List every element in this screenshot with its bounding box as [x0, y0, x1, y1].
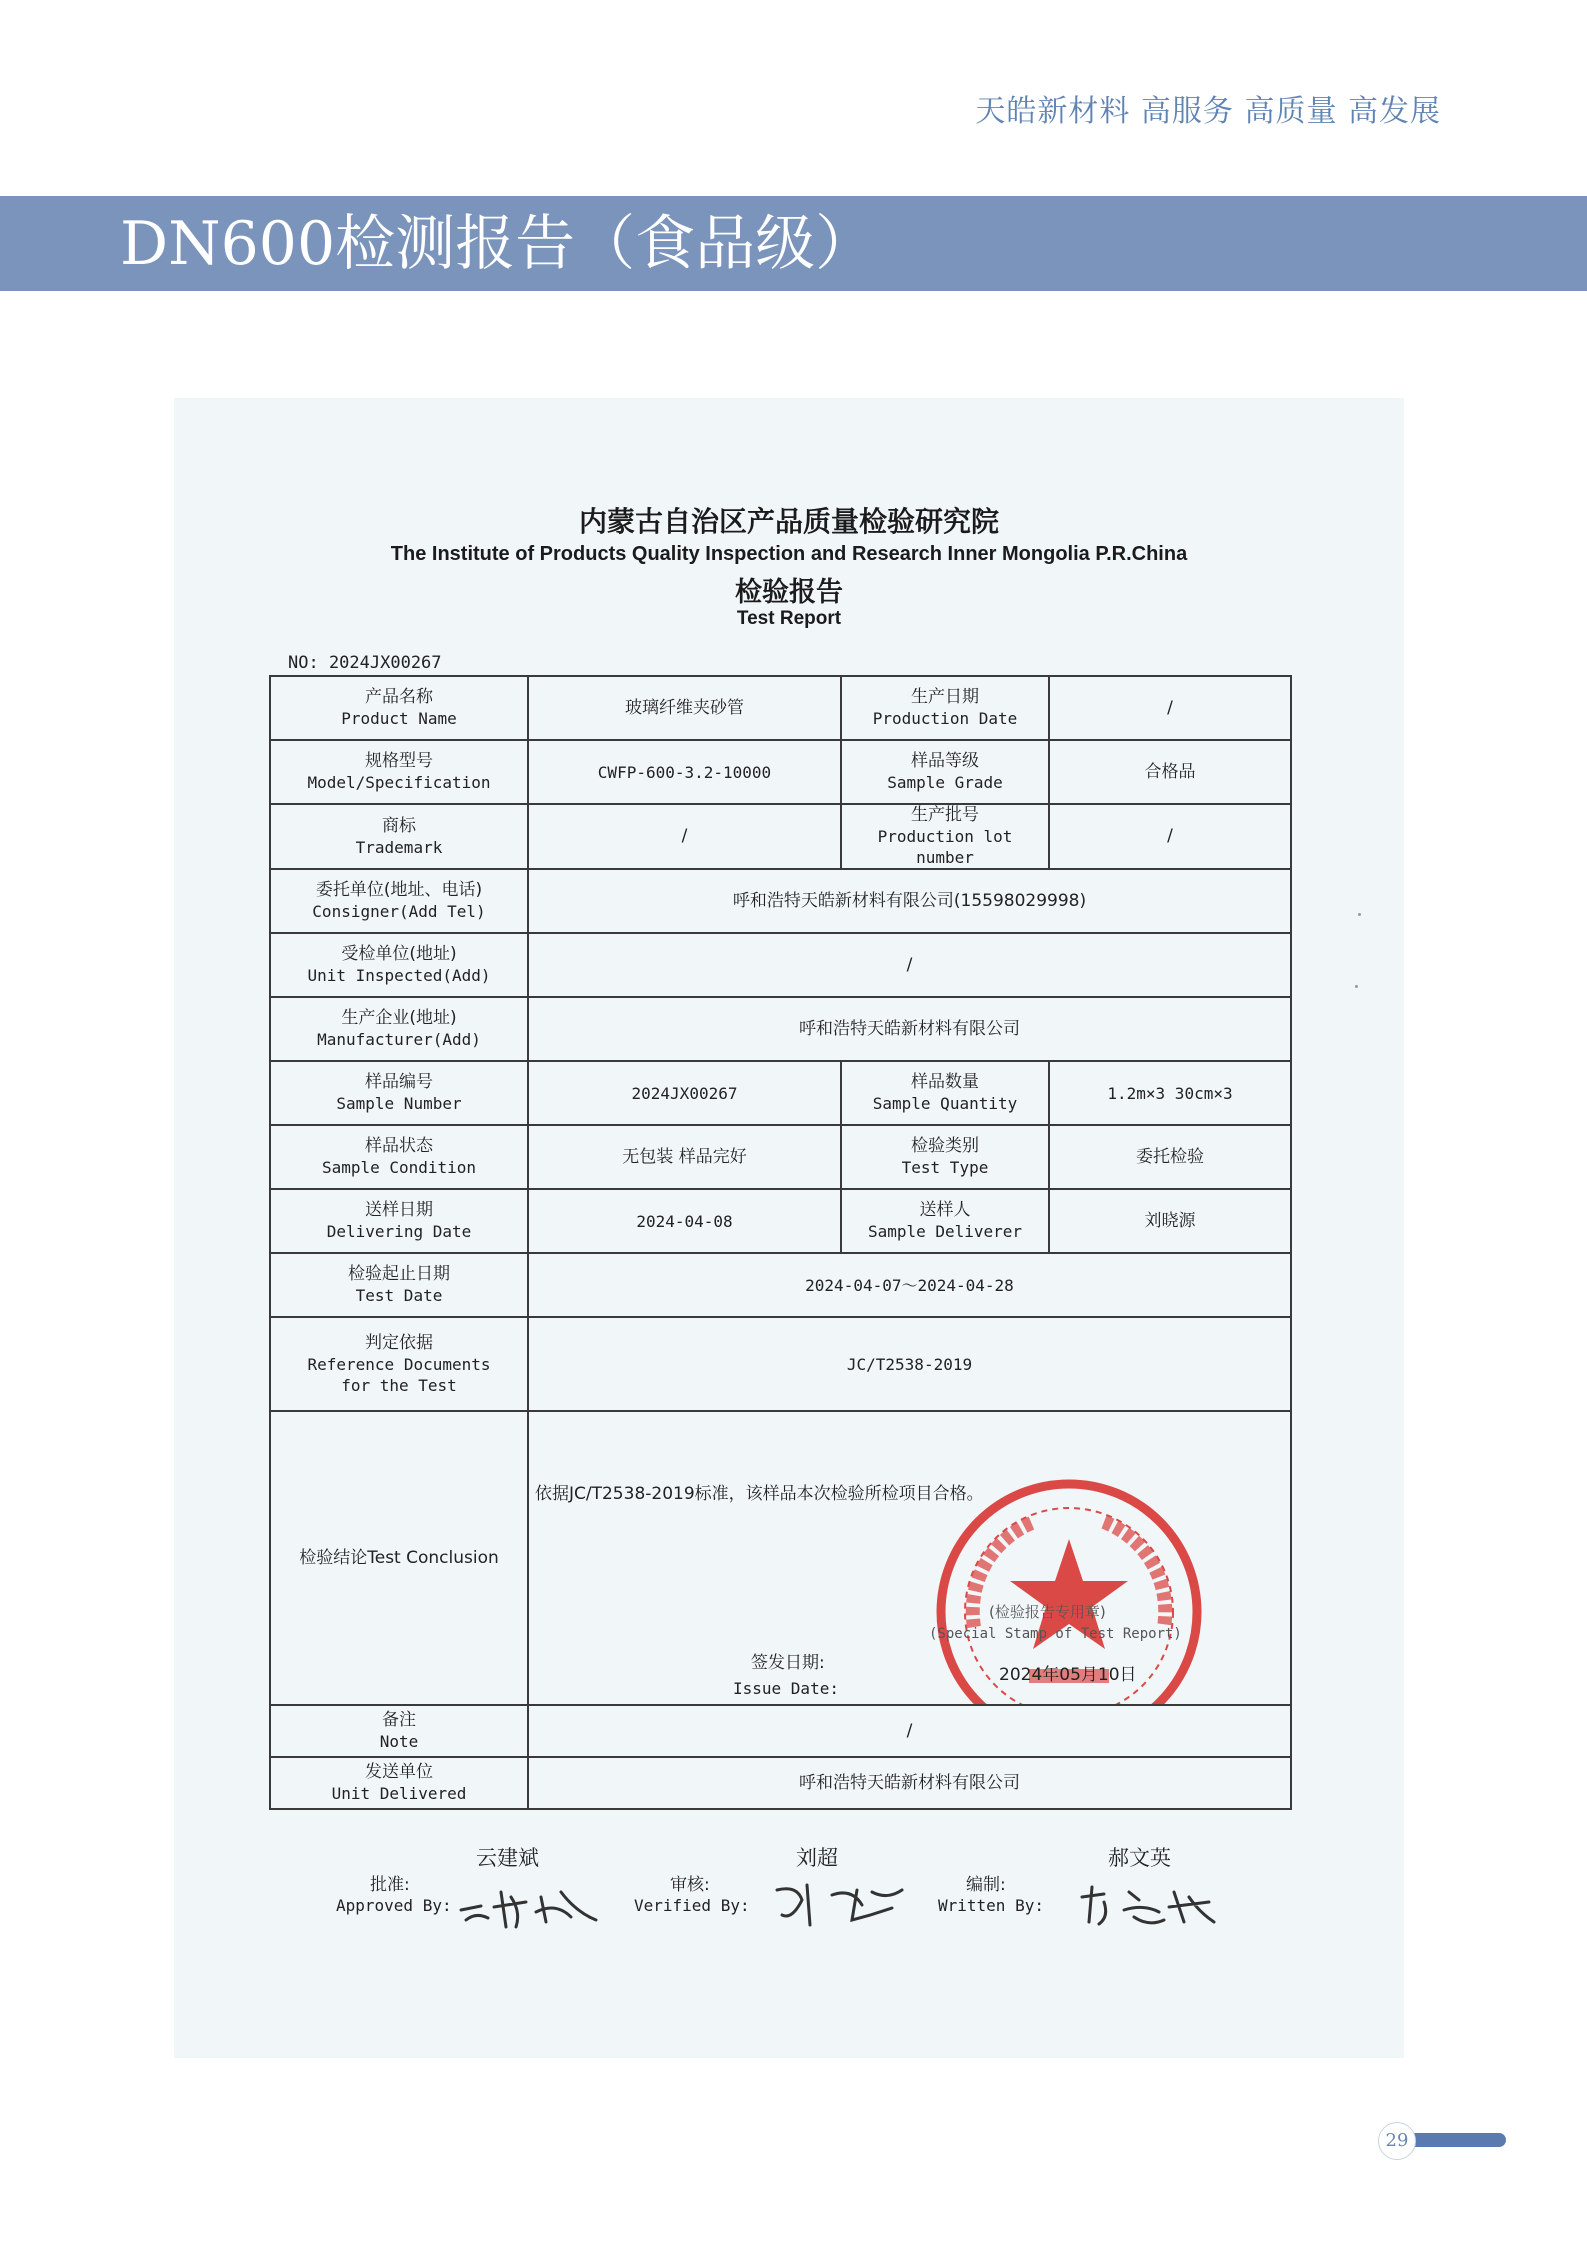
- issue-date-label-en: Issue Date:: [733, 1679, 839, 1698]
- lot-number-value: /: [1049, 804, 1291, 869]
- table-row: [270, 933, 1291, 997]
- delivering-date-value: 2024-04-08: [528, 1189, 841, 1253]
- sample-grade-value: 合格品: [1049, 740, 1291, 804]
- label-cn: 送样日期: [365, 1200, 433, 1220]
- sample-deliverer-value: 刘晓源: [1049, 1189, 1291, 1253]
- unit-delivered-value: 呼和浩特天皓新材料有限公司: [528, 1757, 1291, 1809]
- label-cn: 备注: [382, 1710, 416, 1730]
- verifier-signature: [772, 1870, 922, 1930]
- trademark-value: /: [528, 804, 841, 869]
- table-row: [270, 676, 1291, 740]
- label-en: Sample Quantity: [872, 1094, 1018, 1113]
- label-en: Trademark: [355, 837, 443, 857]
- label-en: Product Name: [341, 709, 457, 728]
- reference-value: JC/T2538-2019: [528, 1317, 1291, 1411]
- label-en: Sample Grade: [887, 773, 1003, 792]
- label-cn: 生产企业(地址): [341, 1008, 457, 1028]
- label-en: Note: [379, 1732, 419, 1751]
- label-en: for the Test: [341, 1375, 457, 1395]
- written-label-en: Written By:: [938, 1896, 1044, 1915]
- slogan: 天皓新材料 高服务 高质量 高发展: [975, 94, 1441, 129]
- label-cn: 送样人: [919, 1200, 971, 1220]
- note-value: /: [528, 1705, 1291, 1757]
- label-cn: 样品数量: [911, 1072, 979, 1092]
- scan-speck: [1355, 985, 1358, 988]
- table-row: [270, 869, 1291, 933]
- verifier-name: 刘超: [796, 1846, 838, 1870]
- writer-name: 郝文英: [1108, 1846, 1171, 1870]
- verified-label-cn: 审核:: [670, 1875, 710, 1895]
- label-cn: 规格型号: [365, 751, 433, 771]
- label-en: Reference Documents: [307, 1354, 491, 1374]
- table-row: [270, 1125, 1291, 1189]
- label-cn: 生产批号: [911, 805, 979, 825]
- label-cn: 发送单位: [365, 1762, 433, 1782]
- table-row: [270, 997, 1291, 1061]
- page-indicator: [1378, 2122, 1512, 2162]
- report-title-en: Test Report: [736, 608, 842, 629]
- production-date-value: /: [1049, 676, 1291, 740]
- issue-date-label-cn: 签发日期:: [751, 1653, 825, 1673]
- page-title: DN600检测报告（食品级）: [120, 209, 876, 279]
- label-en: Production lot number: [877, 827, 1013, 867]
- institute-name-cn: 内蒙古自治区产品质量检验研究院: [578, 505, 999, 538]
- scan-speck: [1358, 913, 1361, 916]
- label-cn: 样品状态: [365, 1136, 433, 1156]
- label-en: Sample Number: [336, 1094, 462, 1113]
- table-row: [270, 1411, 1291, 1705]
- issue-date-value: 2024年05月10日: [999, 1665, 1137, 1685]
- conclusion-text: 依据JC/T2538-2019标准，该样品本次检验所检项目合格。: [535, 1484, 984, 1504]
- approver-name: 云建斌: [476, 1846, 539, 1870]
- table-row: [270, 804, 1291, 869]
- label-cn: 判定依据: [365, 1332, 433, 1353]
- label-cn: 委托单位(地址、电话): [315, 880, 483, 900]
- approver-signature: [456, 1872, 606, 1932]
- label-cn: 商标: [382, 815, 416, 836]
- label-en: Delivering Date: [326, 1222, 472, 1241]
- label-en: Test Type: [901, 1158, 989, 1177]
- sample-quantity-value: 1.2m×3 30cm×3: [1049, 1061, 1291, 1125]
- label-en: Consigner(Add Tel): [312, 902, 486, 921]
- table-row: [270, 1189, 1291, 1253]
- table-row: [270, 1705, 1291, 1757]
- label-en: Unit Delivered: [331, 1784, 467, 1803]
- test-type-value: 委托检验: [1049, 1125, 1291, 1189]
- institute-name-en: The Institute of Products Quality Inspection and Research Inner Mongolia P.R.China: [390, 543, 1188, 565]
- test-date-value: 2024-04-07～2024-04-28: [528, 1253, 1291, 1317]
- conclusion-label: 检验结论Test Conclusion: [270, 1411, 528, 1705]
- report-table: [269, 675, 1292, 1810]
- verified-label-en: Verified By:: [634, 1896, 750, 1915]
- table-row: [270, 1757, 1291, 1809]
- label-en: Unit Inspected(Add): [307, 966, 491, 985]
- label-en: Model/Specification: [307, 773, 491, 792]
- report-number: NO: 2024JX00267: [288, 653, 442, 673]
- label-cn: 产品名称: [365, 687, 433, 707]
- label-en: Manufacturer(Add): [317, 1030, 481, 1049]
- label-cn: 生产日期: [911, 687, 979, 707]
- stamp-caption-cn: (检验报告专用章): [989, 1603, 1106, 1621]
- label-en: Sample Condition: [321, 1158, 477, 1177]
- label-en: Test Date: [355, 1286, 443, 1305]
- approved-label-en: Approved By:: [336, 1896, 452, 1915]
- label-cn: 样品编号: [365, 1072, 433, 1092]
- consigner-value: 呼和浩特天皓新材料有限公司(15598029998): [528, 869, 1291, 933]
- stamp-code: 1501721000340: [1010, 1701, 1128, 1719]
- unit-inspected-value: /: [528, 933, 1291, 997]
- sample-number-value: 2024JX00267: [528, 1061, 841, 1125]
- table-row: [270, 740, 1291, 804]
- scanned-report: [174, 398, 1404, 2058]
- table-row: [270, 1061, 1291, 1125]
- title-band: [0, 196, 1587, 291]
- label-cn: 检验类别: [911, 1136, 979, 1156]
- page-number: 29: [1378, 2122, 1416, 2160]
- model-value: CWFP-600-3.2-10000: [528, 740, 841, 804]
- stamp-caption-en: (Special Stamp of Test Report): [929, 1626, 1182, 1642]
- written-label-cn: 编制:: [966, 1875, 1006, 1895]
- label-cn: 样品等级: [911, 751, 979, 771]
- sample-condition-value: 无包装 样品完好: [528, 1125, 841, 1189]
- label-en: Production Date: [872, 709, 1018, 728]
- approved-label-cn: 批准:: [370, 1875, 410, 1895]
- product-name-value: 玻璃纤维夹砂管: [528, 676, 841, 740]
- table-row: [270, 1253, 1291, 1317]
- manufacturer-value: 呼和浩特天皓新材料有限公司: [528, 997, 1291, 1061]
- report-title-cn: 检验报告: [735, 577, 843, 608]
- table-row: [270, 1317, 1291, 1411]
- label-cn: 检验起止日期: [348, 1264, 450, 1284]
- label-cn: 受检单位(地址): [341, 944, 457, 964]
- label-en: Sample Deliverer: [867, 1222, 1023, 1241]
- conclusion-cell: [528, 1411, 1291, 1719]
- signature-row: [174, 1842, 1404, 1962]
- writer-signature: [1074, 1872, 1224, 1932]
